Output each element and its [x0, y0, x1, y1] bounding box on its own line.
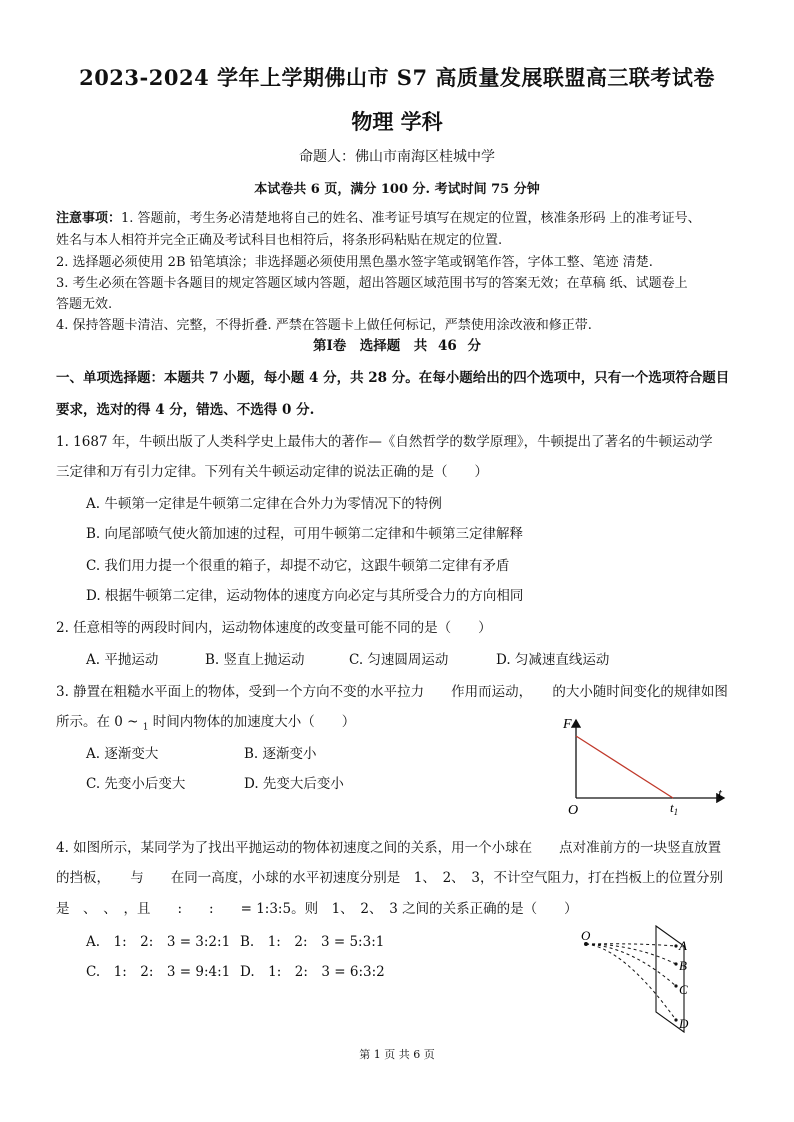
page-footer: 第 1 页 共 6 页	[359, 1048, 435, 1061]
q3-stem-2a: 所示。在 0 ~	[56, 714, 143, 730]
part1-heading-line-1: 一、单项选择题：本题共 7 小题，每小题 4 分，共 28 分。在每小题给出的四个选项中，只有一个选项符合题目	[56, 370, 730, 386]
q3-option-c: C. 先变小后变大	[86, 776, 186, 792]
force-line	[576, 736, 673, 798]
q1-stem-line-1: 1. 1687 年，牛顿出版了人类科学史上最伟大的著作—《自然哲学的数学原理》，牛顿提出了著名的牛顿运动学	[56, 434, 713, 450]
notice-line-5: 答题无效.	[56, 297, 113, 312]
notice-label: 注意事项：	[56, 211, 122, 226]
trajectory-d	[586, 944, 676, 1020]
point-d-dot	[674, 1018, 677, 1021]
exam-title: 2023-2024 学年上学期佛山市 S7 高质量发展联盟高三联考试卷	[79, 65, 715, 90]
q4-option-b: B. 1: 2: 3 = 5:3:1	[240, 934, 385, 950]
subject-title: 物理 学科	[351, 109, 443, 134]
q3-force-time-graph	[558, 710, 738, 820]
q4-stem-line-2: 的挡板， 与 在同一高度，小球的水平初速度分别是 1、 2、 3，不计空气阻力，打在挡板上的位置分别	[56, 870, 724, 886]
trajectory-c	[586, 944, 676, 986]
q1-option-b: B. 向尾部喷气使火箭加速的过程，可用牛顿第二定律和牛顿第三定律解释	[86, 526, 524, 542]
notice-line-3: 2. 选择题必须使用 2B 铅笔填涂；非选择题必须使用黑色墨水签字笔或钢笔作答，字体工整、笔迹 清楚.	[56, 255, 653, 270]
y-axis-label: F	[563, 717, 572, 732]
t1-sub: 1	[673, 807, 679, 817]
exam-info: 本试卷共 6 页，满分 100 分. 考试时间 75 分钟	[254, 182, 540, 197]
q4-option-a: A. 1: 2: 3 = 3:2:1	[86, 934, 231, 950]
q4-option-d: D. 1: 2: 3 = 6:3:2	[240, 964, 385, 980]
label-o: O	[581, 928, 591, 943]
q2-option-d: D. 匀减速直线运动	[496, 652, 610, 668]
q1-option-d: D. 根据牛顿第二定律，运动物体的速度方向必定与其所受合力的方向相同	[86, 588, 524, 604]
point-b-dot	[674, 962, 677, 965]
notice-line-2: 姓名与本人相符并完全正确及考试科目也相符后，将条形码粘贴在规定的位置.	[56, 233, 503, 248]
q3-option-b: B. 逐渐变小	[244, 746, 317, 762]
notice-line-6: 4. 保持答题卡清洁、完整，不得折叠. 严禁在答题卡上做任何标记，严禁使用涂改液和修正带.	[56, 318, 592, 333]
q1-stem-line-2: 三定律和万有引力定律。下列有关牛顿运动定律的说法正确的是（ ）	[56, 464, 488, 480]
q3-option-a: A. 逐渐变大	[86, 746, 159, 762]
t1-main: t	[670, 800, 674, 815]
section-heading: 第Ⅰ卷 选择题 共 46 分	[312, 338, 481, 354]
notice-text-1: 1. 答题前，考生务必清楚地将自己的姓名、准考证号填写在规定的位置，核准条形码 上的准考证号、	[121, 211, 701, 226]
point-a-dot	[674, 944, 677, 947]
x-axis-label: t	[718, 787, 722, 802]
q3-stem-2b: 时间内物体的加速度大小（ ）	[148, 714, 356, 730]
label-a: A	[679, 938, 687, 953]
q4-option-c: C. 1: 2: 3 = 9:4:1	[86, 964, 231, 980]
q4-stem-line-1: 4. 如图所示，某同学为了找出平抛运动的物体初速度之间的关系，用一个小球在 点对准前方的一块竖直放置	[56, 840, 722, 856]
notice-line-1	[56, 207, 701, 226]
notice-line-4: 3. 考生必须在答题卡各题目的规定答题区域内答题，超出答题区域范围书写的答案无效；在草稿 纸、试题卷上	[56, 276, 688, 291]
author-line: 命题人：佛山市南海区桂城中学	[299, 149, 495, 165]
q1-option-c: C. 我们用力提一个很重的箱子，却提不动它，这跟牛顿第二定律有矛盾	[86, 558, 510, 574]
point-c-dot	[674, 984, 677, 987]
q2-stem: 2. 任意相等的两段时间内，运动物体速度的改变量可能不同的是（ ）	[56, 620, 492, 636]
label-d: D	[679, 1016, 689, 1031]
q2-option-c: C. 匀速圆周运动	[349, 652, 449, 668]
part1-heading-line-2: 要求，选对的得 4 分，错选、不选得 0 分.	[56, 402, 315, 418]
q3-option-d: D. 先变大后变小	[244, 776, 344, 792]
q3-stem-sub: 1	[142, 722, 149, 733]
q1-option-a: A. 牛顿第一定律是牛顿第二定律在合外力为零情况下的特例	[86, 496, 442, 512]
label-b: B	[679, 958, 687, 973]
q3-stem-line-2	[56, 710, 355, 733]
q4-trajectory-figure	[576, 918, 716, 1038]
q2-option-a: A. 平抛运动	[86, 652, 159, 668]
label-c: C	[679, 982, 688, 997]
q4-stem-line-3: 是 、 、 ，且 : : = 1:3:5。则 1、 2、 3 之间的关系正确的是（ ）	[56, 901, 578, 917]
origin-label: O	[568, 803, 579, 818]
t1-label	[670, 800, 678, 817]
q3-stem-line-1: 3. 静置在粗糙水平面上的物体，受到一个方向不变的水平拉力 作用而运动， 的大小随时间变化的规律如图	[56, 684, 728, 700]
q2-option-b: B. 竖直上抛运动	[205, 652, 305, 668]
